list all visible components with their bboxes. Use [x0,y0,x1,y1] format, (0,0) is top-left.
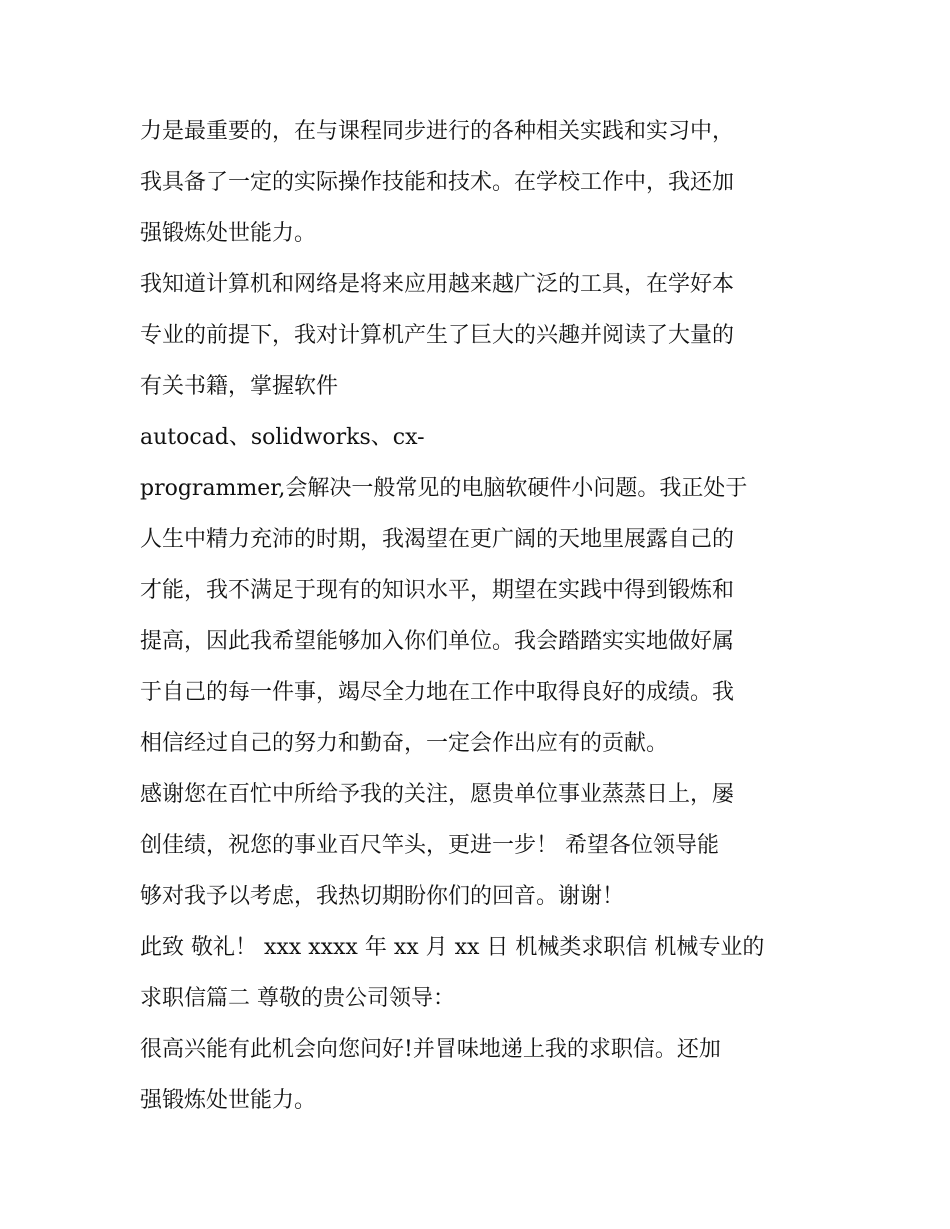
text-line: 我知道计算机和网络是将来应用越来越广泛的工具，在学好本 [140,272,735,297]
text-line: 此致 敬礼！ xxx xxxx 年 xx 月 xx 日 机械类求职信 机械专业的 [140,935,765,960]
text-line: 人生中精力充沛的时期，我渴望在更广阔的天地里展露自己的 [140,527,735,552]
text-line: 强锻炼处世能力。 [140,1088,317,1113]
text-line: 求职信篇二 尊敬的贵公司领导： [140,986,455,1011]
text-line: programmer,会解决一般常见的电脑软硬件小问题。我正处于 [140,476,748,501]
text-line: 够对我予以考虑，我热切期盼你们的回音。谢谢！ [140,884,625,909]
text-line: 才能，我不满足于现有的知识水平，期望在实践中得到锻炼和 [140,578,735,603]
letter-body [140,106,820,1126]
text-line: 强锻炼处世能力。 [140,221,317,246]
text-line: 创佳绩，祝您的事业百尺竿头，更进一步！ 希望各位领导能 [140,833,719,858]
text-line: 我具备了一定的实际操作技能和技术。在学校工作中，我还加 [140,170,735,195]
text-line: autocad、solidworks、cx- [140,425,425,450]
text-line: 感谢您在百忙中所给予我的关注，愿贵单位事业蒸蒸日上，屡 [140,782,735,807]
text-line: 力是最重要的，在与课程同步进行的各种相关实践和实习中， [140,119,735,144]
text-line: 很高兴能有此机会向您问好!并冒味地递上我的求职信。还加 [140,1037,721,1062]
text-line: 于自己的每一件事，竭尽全力地在工作中取得良好的成绩。我 [140,680,735,705]
text-line: 提高，因此我希望能够加入你们单位。我会踏踏实实地做好属 [140,629,735,654]
text-line: 专业的前提下，我对计算机产生了巨大的兴趣并阅读了大量的 [140,323,735,348]
text-line: 有关书籍，掌握软件 [140,374,339,399]
text-line: 相信经过自己的努力和勤奋，一定会作出应有的贡献。 [140,731,669,756]
